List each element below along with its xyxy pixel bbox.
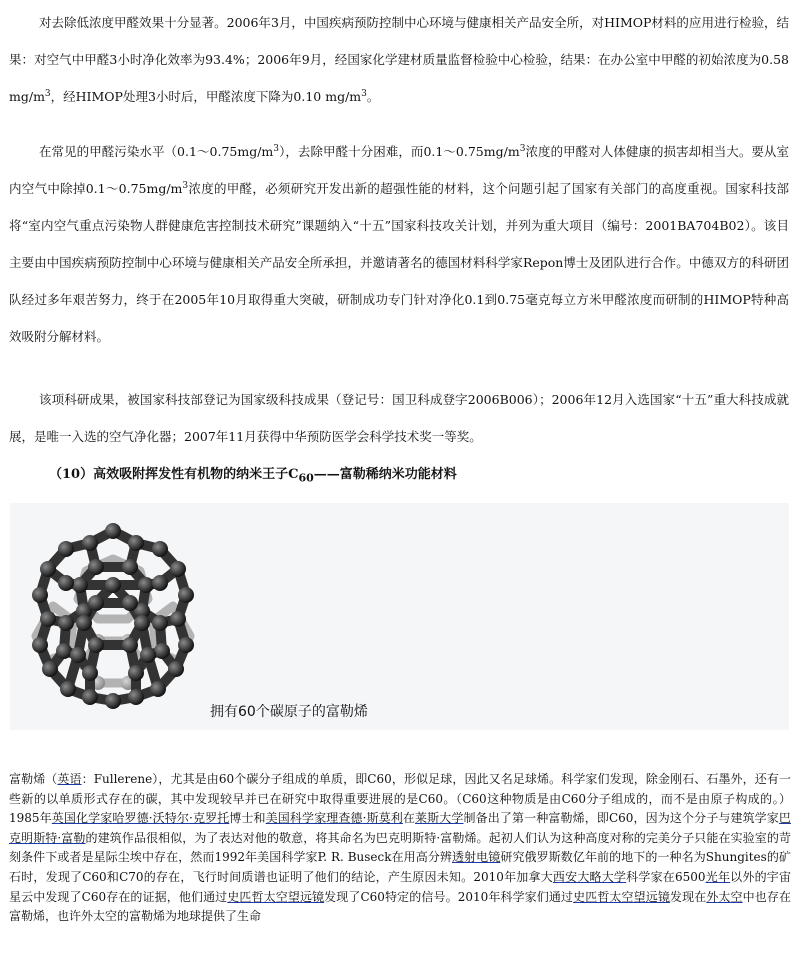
text: 在常见的甲醛污染水平（0.1～0.75mg/m	[39, 144, 274, 159]
text: ，经HIMOP处理3小时后，甲醛浓度下降为0.10 mg/m	[50, 89, 362, 104]
link-outer-space[interactable]: 外太空	[706, 889, 743, 904]
heading-text: ——富勒稀纳米功能材料	[313, 467, 457, 482]
superscript: 3	[361, 88, 367, 99]
fullerene-figure	[10, 503, 789, 730]
figure-caption: 拥有60个碳原子的富勒烯	[210, 704, 368, 720]
link-tem[interactable]: 透射电镜	[452, 850, 501, 865]
text: 浓度的甲醛对人体健康的损害却相当大。要从室内空气中除掉0.1～0.75mg/m	[9, 144, 789, 196]
superscript: 3	[519, 143, 526, 154]
link-rice-university[interactable]: 莱斯大学	[415, 811, 464, 826]
link-western-university[interactable]: 西安大略大学	[552, 869, 627, 884]
superscript: 3	[273, 143, 280, 154]
text: 博士和	[229, 811, 266, 826]
paragraph-himop-test	[9, 4, 789, 115]
link-harold-kroto[interactable]: 哈罗德·沃特尔·克罗托	[112, 811, 230, 826]
text: 。	[366, 89, 380, 104]
subscript: 60	[298, 471, 314, 485]
link-light-year[interactable]: 光年	[705, 869, 731, 884]
heading-text: （10）高效吸附挥发性有机物的纳米王子C	[49, 467, 299, 482]
text: 在	[402, 811, 416, 826]
paragraph-achievement: 该项科研成果，被国家科技部登记为国家级科技成果（登记号：国卫科成登字2006B006）；2006年12月入选国家“十五”重大科技成就展，是唯一入选的空气净化器；2007年11月获得中华预防医学会科学技术奖一等奖。	[9, 392, 789, 444]
text: 科学家在6500	[626, 869, 706, 884]
link-spitzer-telescope-2[interactable]: 史匹哲太空望远镜	[573, 889, 670, 904]
link-uk[interactable]: 英国	[51, 811, 77, 826]
text: 制备出了第一种富勒烯，即C60，因为这个分子与建筑学家	[463, 811, 779, 826]
text: 发现了C60特定的信号。2010年科学家们通过	[324, 889, 574, 904]
superscript: 3	[182, 180, 189, 191]
text: 的建筑作品很相似，为了表达对他的敬意，将其命名为巴克明斯特·富勒烯。起初人们认为这种高度对称的完美分子只能在实验室的苛刻条件下或者是星际尘埃中存在，然而1992年美国科学家P. R. Buseck在用高分辨	[9, 830, 791, 865]
paragraph-fullerene-description	[9, 770, 791, 927]
link-english[interactable]: 英语	[57, 772, 82, 786]
link-richard-smalley[interactable]: 理查德·斯莫利	[326, 811, 403, 826]
paragraph-research-background	[9, 133, 789, 355]
text: ），去除甲醛十分困难，而0.1～0.75mg/m	[279, 144, 520, 159]
text: 以外的宇宙星云中发现了C60存在的证据，他们通过	[9, 869, 791, 904]
link-spitzer-telescope[interactable]: 史匹哲太空望远镜	[227, 889, 325, 904]
text: 浓度的甲醛，必须研究开发出新的超强性能的材料，这个问题引起了国家有关部门的高度重视。国家科技部将“室内空气重点污染物人群健康危害控制技术研究”课题纳入“十五”国家科技攻关计划，并列为重大项目（编号：2001BA704B02）。该目主要由中国疾病预防控制中心环境与健康相关产品安全所承担，并邀请著名的德国材料科学家Repon博士及团队进行合作。中德双方的科研团队经过多年艰苦努力，终于在2005年10月取得重大突破，研制成功专门针对净化0.1到0.75毫克每立方米甲醛浓度而研制的HIMOP特种高效吸附分解材料。	[9, 181, 789, 344]
text: 发现在	[669, 889, 707, 904]
text: 富勒烯（	[9, 772, 58, 786]
text: 中也存在富勒烯，也许外太空的富勒烯为地球提供了生命	[9, 889, 791, 924]
link-buckminster-fuller[interactable]: 巴克明斯特·富勒	[9, 811, 791, 845]
text: 研究俄罗斯数亿年前的地下的一种名为Shungites的矿石时，发现了C60和C70的存在，飞行时间质谱也证明了他们的结论，产生原因未知。2010年加拿大	[9, 850, 791, 884]
text: 对去除低浓度甲醛效果十分显著。2006年3月，中国疾病预防控制中心环境与健康相关产品安全所，对HIMOP材料的应用进行检验，结果：对空气中甲醛3小时净化效率为93.4%；2006年9月，经国家化学建材质量监督检验中心检验，结果：在办公室中甲醛的初始浓度为0.58 mg/m	[9, 15, 789, 104]
link-scientist[interactable]: 科学家	[289, 811, 327, 826]
section-heading	[49, 462, 457, 492]
fullerene-molecule-icon	[18, 511, 208, 723]
link-usa[interactable]: 美国	[265, 811, 290, 826]
link-chemist[interactable]: 化学家	[76, 811, 113, 826]
text: ：Fullerene），尤其是由60个碳分子组成的单质，即C60，形似足球，因此又名足球烯。科学家们发现，除金刚石、石墨外，还有一些新的以单质形式存在的碳，其中发现较早并已在研究中取得重要进展的是C60。（C60这种物质是由C60分子组成的，而不是由原子构成的。）1985年	[9, 772, 791, 826]
superscript: 3	[44, 88, 51, 99]
